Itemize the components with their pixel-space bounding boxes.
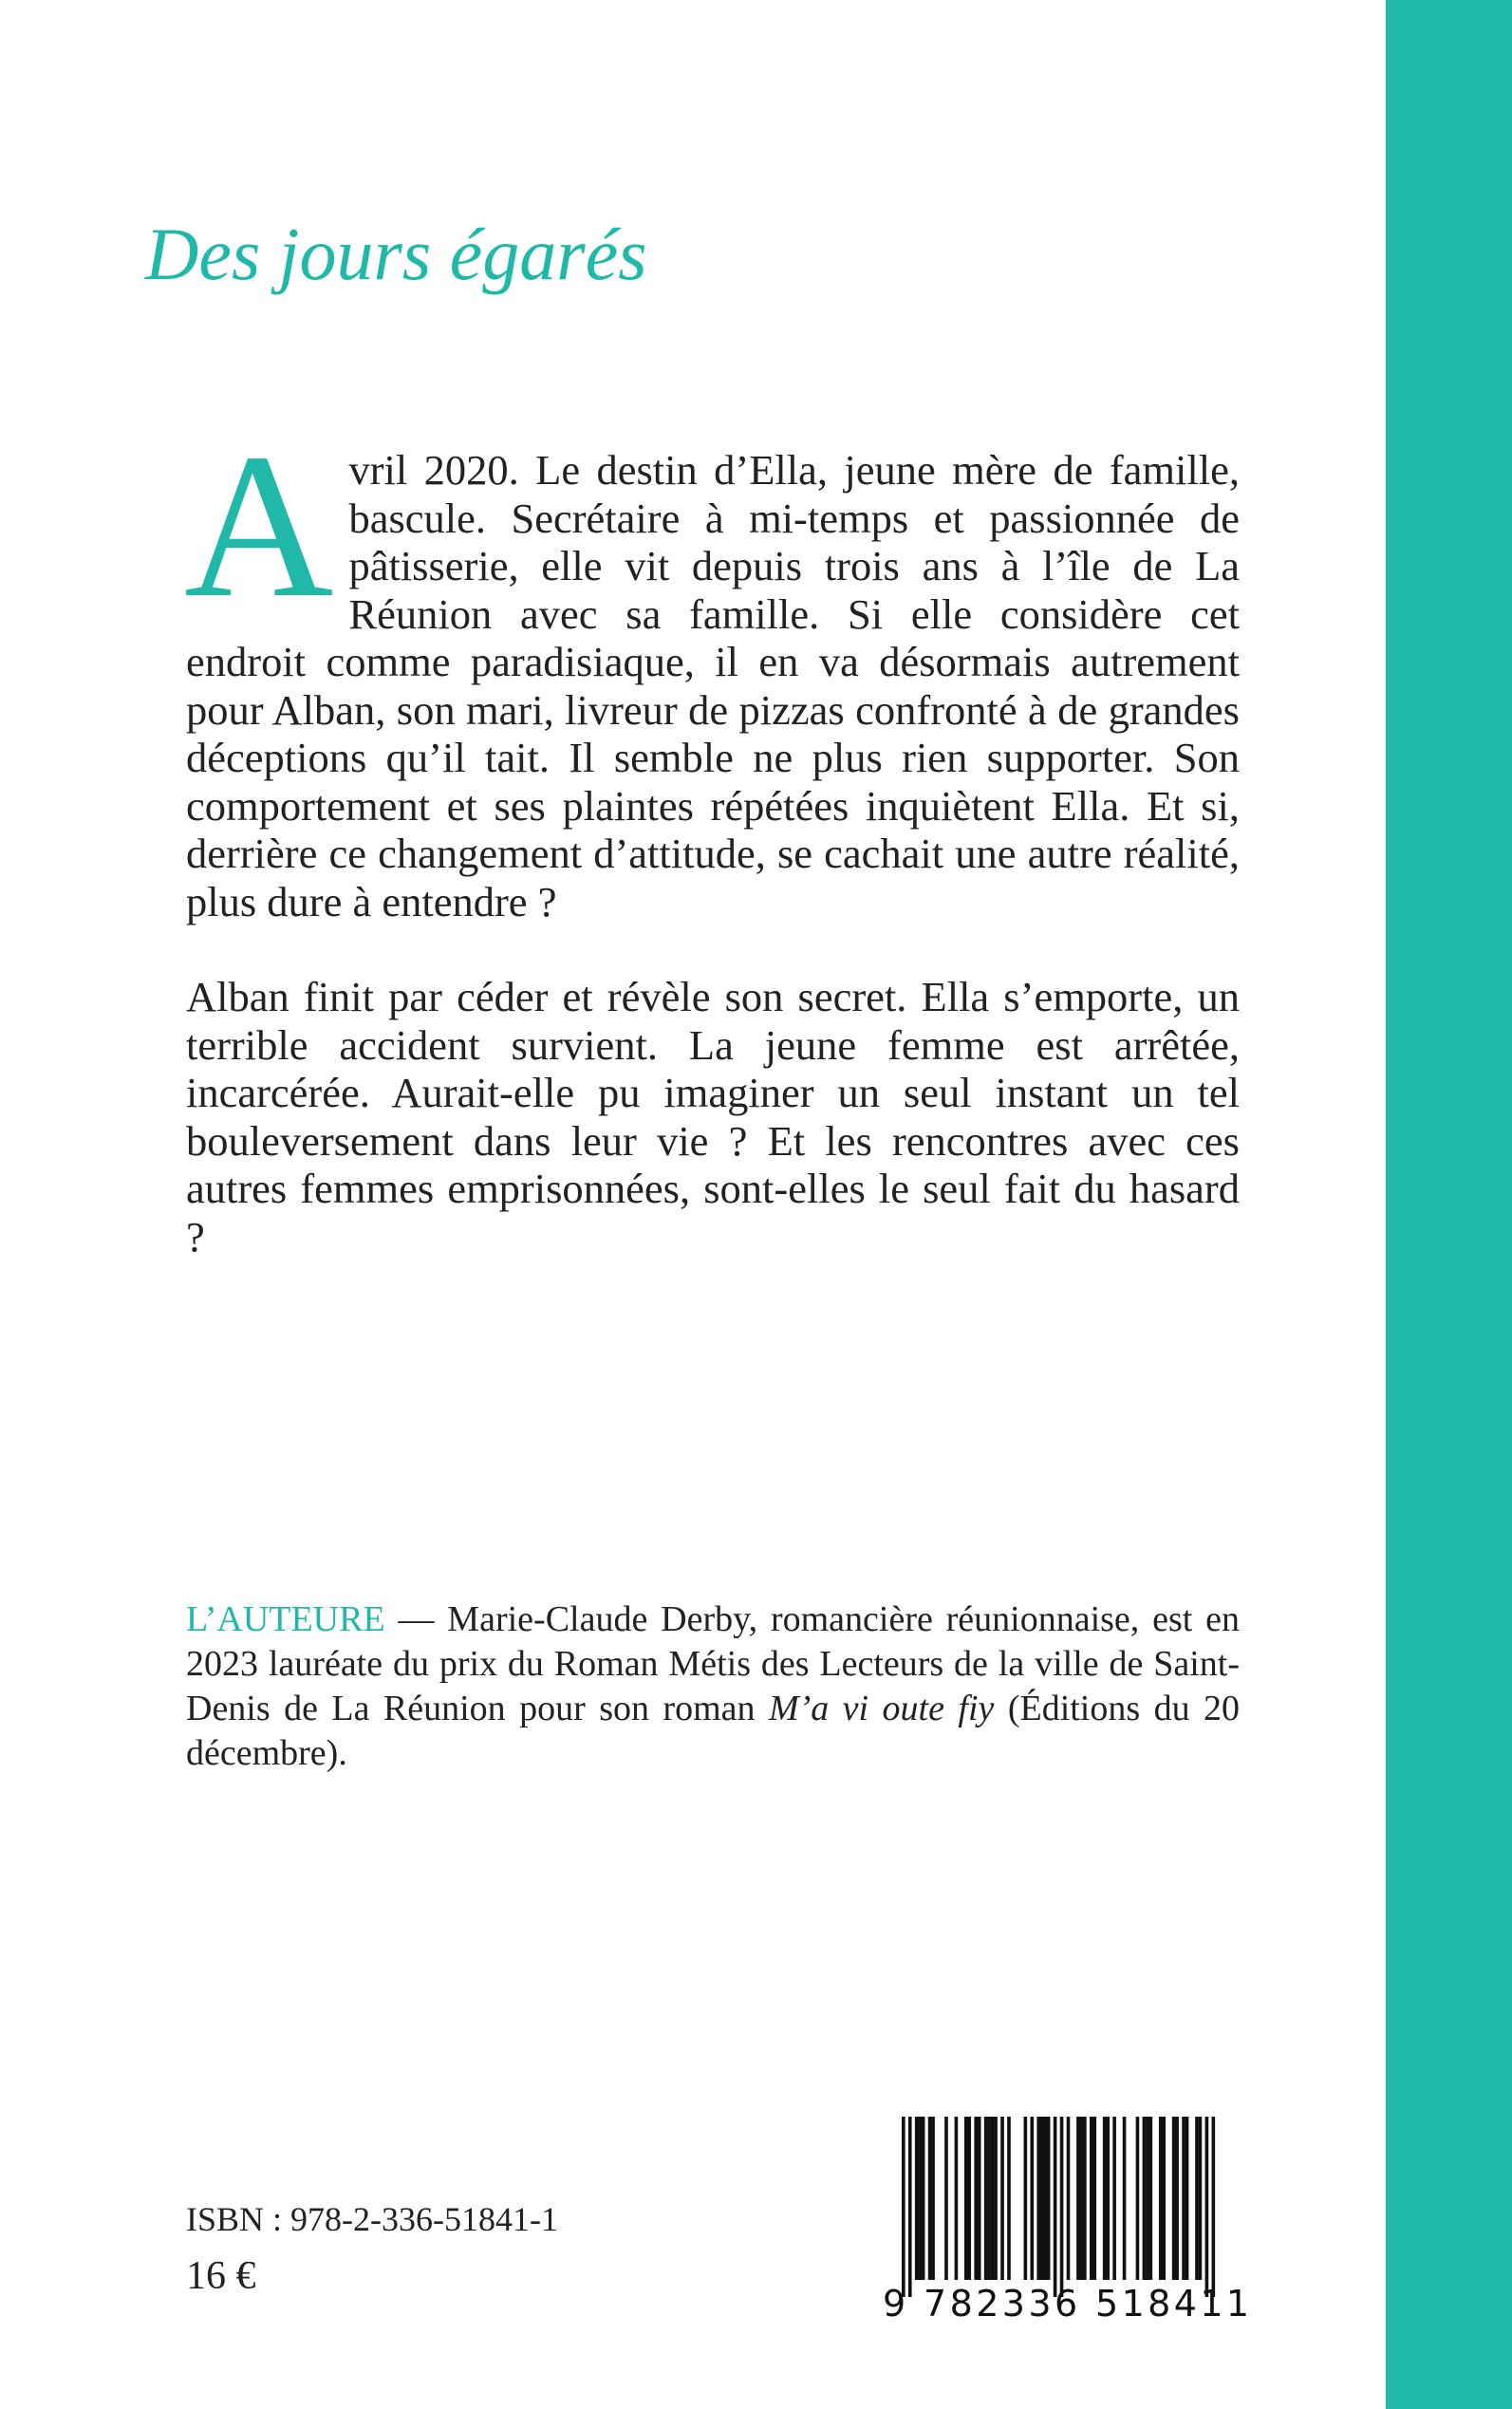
- barcode-bar: [1047, 2117, 1051, 2280]
- barcode-bar: [1136, 2117, 1140, 2280]
- barcode-bar: [1143, 2117, 1147, 2280]
- barcode-bar: [987, 2117, 991, 2280]
- barcode-bar: [928, 2117, 932, 2280]
- barcode-bar: [1083, 2117, 1087, 2280]
- barcode-bar: [1182, 2117, 1185, 2280]
- isbn: ISBN : 978-2-336-51841-1: [186, 2200, 558, 2238]
- barcode-bar: [1036, 2117, 1040, 2280]
- barcode: [883, 2117, 1253, 2325]
- barcode-bar: [922, 2117, 925, 2280]
- barcode-bar: [1195, 2117, 1199, 2280]
- barcode-bar: [1172, 2117, 1176, 2280]
- barcode-bar: [1030, 2117, 1034, 2280]
- drop-cap-letter: A: [184, 412, 334, 641]
- barcode-bar: [908, 2117, 912, 2297]
- synopsis-paragraph: Alban finit par céder et révèle son secret. Ella s’emporte, un terrible accident survient. La jeune femme est arrêtée, incarcérée. Aurait-elle pu imaginer un seul instant un tel bouleversement dans leur vie ? Et les rencontres avec ces autres femmes emprisonnées, sont-elles le seul fait du hasard ?: [186, 973, 1240, 1261]
- synopsis: [184, 412, 1240, 1261]
- author-bio-text: — Marie-Claude Derby, romancière réunionnaise, est en 2023 lauréate du prix du Roman Métis des Lecteurs de la ville de Saint-Denis de La Réunion pour son roman: [186, 1599, 1240, 1728]
- barcode-bar: [1159, 2117, 1163, 2280]
- barcode-bar: [978, 2117, 981, 2280]
- barcode-bar: [967, 2117, 971, 2280]
- barcode-bars: [883, 2117, 1234, 2297]
- barcode-bar: [1199, 2117, 1203, 2280]
- spine-color-band: [1386, 0, 1512, 2409]
- barcode-bar: [1103, 2117, 1107, 2280]
- barcode-bar: [955, 2117, 959, 2280]
- barcode-bar: [1123, 2117, 1127, 2280]
- barcode-digits: 9 782336 518411: [883, 2283, 1253, 2325]
- barcode-bar: [1175, 2117, 1179, 2280]
- barcode-bar: [918, 2117, 922, 2280]
- barcode-bar: [994, 2117, 998, 2280]
- barcode-bar: [902, 2117, 905, 2297]
- barcode-bar: [984, 2117, 988, 2280]
- barcode-bar: [964, 2117, 968, 2280]
- barcode-bar: [1149, 2117, 1153, 2280]
- barcode-bar: [974, 2117, 978, 2280]
- price: 16 €: [186, 2254, 256, 2298]
- barcode-bar: [931, 2117, 935, 2280]
- barcode-bar: [1043, 2117, 1047, 2280]
- barcode-bar: [991, 2117, 995, 2280]
- barcode-bar: [1146, 2117, 1149, 2280]
- barcode-bar: [1185, 2117, 1189, 2280]
- barcode-bar: [1162, 2117, 1166, 2280]
- barcode-bar: [1090, 2117, 1093, 2280]
- author-label: L’AUTEURE: [186, 1599, 385, 1639]
- author-bio-text-end: (Éditions du 20 décembre).: [186, 1689, 1241, 1773]
- synopsis-paragraph-text: vril 2020. Le destin d’Ella, jeune mère de famille, bascule. Secrétaire à mi-temps et passionnée de pâtisserie, elle vit depuis trois ans à l’île de La Réunion avec sa famille. Si elle considère cet endroit comme paradisiaque, il en va désormais autrement pour Alban, son mari, livreur de pizzas confronté à de grandes déceptions qu’il tait. Il semble ne plus rien supporter. Son comportement et ses plaintes répétées inquiètent Ella. Et si, derrière ce changement d’attitude, se cachait une autre réalité, plus dure à entendre ?: [186, 446, 1240, 925]
- barcode-bar: [1092, 2117, 1096, 2280]
- synopsis-paragraph: [184, 412, 1240, 925]
- author-bio-paragraph: [186, 1597, 1240, 1776]
- author-book-title: M’a vi oute fiy: [768, 1689, 995, 1728]
- barcode-bar: [1112, 2117, 1116, 2280]
- barcode-bar: [1067, 2117, 1071, 2280]
- barcode-bar: [1000, 2117, 1004, 2280]
- barcode-bar: [1076, 2117, 1080, 2280]
- barcode-bar: [1106, 2117, 1110, 2280]
- barcode-bar: [915, 2117, 919, 2280]
- barcode-bar: [1205, 2117, 1209, 2297]
- author-bio: [186, 1597, 1240, 1776]
- barcode-bar: [1212, 2117, 1216, 2297]
- barcode-bar: [944, 2117, 948, 2280]
- barcode-bar: [1054, 2117, 1057, 2297]
- barcode-bar: [1024, 2117, 1028, 2280]
- barcode-bar: [1040, 2117, 1044, 2280]
- barcode-bar: [1080, 2117, 1084, 2280]
- book-title: Des jours égarés: [145, 213, 647, 295]
- barcode-bar: [1060, 2117, 1064, 2297]
- barcode-bar: [1007, 2117, 1011, 2280]
